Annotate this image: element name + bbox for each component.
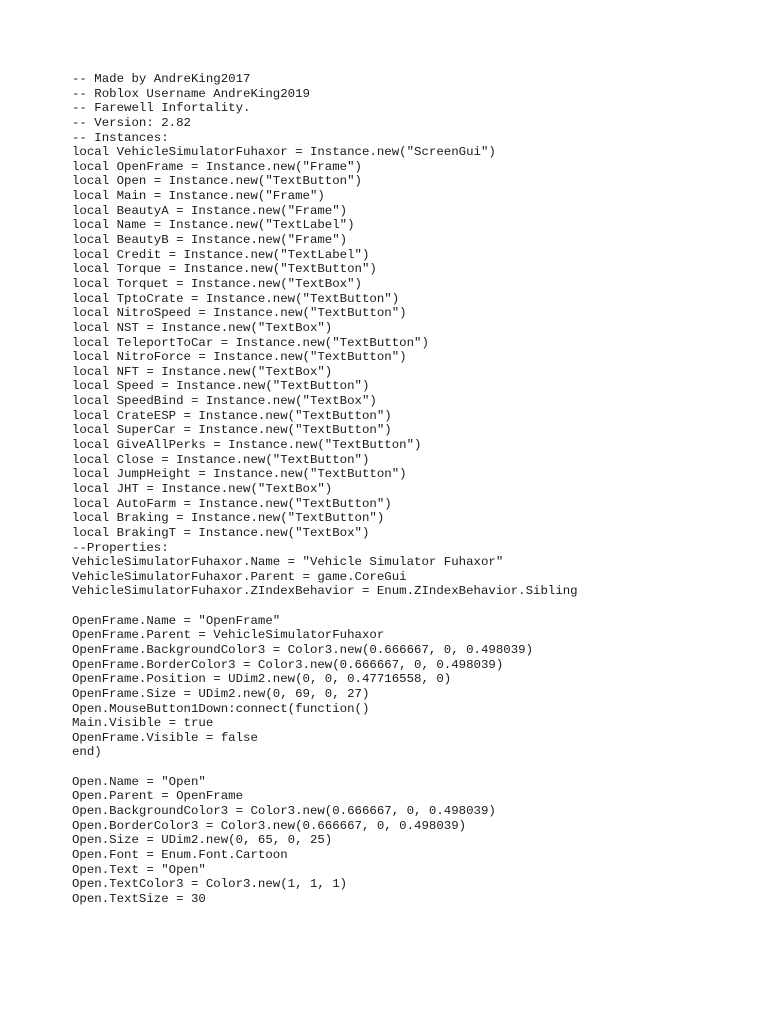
code-line: Open.Name = "Open" — [72, 774, 206, 789]
code-line: -- Instances: — [72, 130, 169, 145]
code-line: end) — [72, 745, 102, 760]
code-line: local JHT = Instance.new("TextBox") — [72, 481, 333, 496]
code-line — [72, 599, 752, 614]
code-line: Open.MouseButton1Down:connect(function() — [72, 701, 370, 716]
code-line: local Main = Instance.new("Frame") — [72, 189, 325, 204]
code-line: -- Roblox Username AndreKing2019 — [72, 86, 310, 101]
code-line: Main.Visible = true — [72, 716, 214, 731]
code-line — [72, 760, 752, 775]
code-line: OpenFrame.BorderColor3 = Color3.new(0.666667, 0, 0.498039) — [72, 657, 504, 672]
code-line: local OpenFrame = Instance.new("Frame") — [72, 159, 362, 174]
code-line: local NFT = Instance.new("TextBox") — [72, 364, 333, 379]
code-line: Open.TextColor3 = Color3.new(1, 1, 1) — [72, 877, 348, 892]
code-line: Open.Font = Enum.Font.Cartoon — [72, 847, 288, 862]
code-line: VehicleSimulatorFuhaxor.Name = "Vehicle Simulator Fuhaxor" — [72, 555, 504, 570]
code-line: -- Version: 2.82 — [72, 115, 191, 130]
code-line: local Torque = Instance.new("TextButton") — [72, 262, 377, 277]
code-line: VehicleSimulatorFuhaxor.Parent = game.CoreGui — [72, 569, 407, 584]
code-line: local SpeedBind = Instance.new("TextBox") — [72, 394, 377, 409]
code-line: local Torquet = Instance.new("TextBox") — [72, 276, 362, 291]
code-line: local CrateESP = Instance.new("TextButton") — [72, 408, 392, 423]
code-line: local BrakingT = Instance.new("TextBox") — [72, 525, 370, 540]
code-line: local BeautyB = Instance.new("Frame") — [72, 233, 348, 248]
code-line: local Credit = Instance.new("TextLabel") — [72, 247, 370, 262]
code-line: --Properties: — [72, 540, 169, 555]
code-line: local BeautyA = Instance.new("Frame") — [72, 203, 348, 218]
code-line: OpenFrame.Position = UDim2.new(0, 0, 0.47716558, 0) — [72, 672, 452, 687]
code-line: local Speed = Instance.new("TextButton") — [72, 379, 370, 394]
code-line: OpenFrame.Size = UDim2.new(0, 69, 0, 27) — [72, 686, 370, 701]
code-listing — [72, 72, 752, 921]
code-line: Open.TextSize = 30 — [72, 891, 206, 906]
code-line: -- Farewell Infortality. — [72, 101, 251, 116]
code-line: Open.Size = UDim2.new(0, 65, 0, 25) — [72, 833, 333, 848]
code-line: local AutoFarm = Instance.new("TextButton") — [72, 496, 392, 511]
code-line: local VehicleSimulatorFuhaxor = Instance.new("ScreenGui") — [72, 145, 496, 160]
code-line: local NST = Instance.new("TextBox") — [72, 320, 333, 335]
code-line — [72, 907, 752, 922]
code-line: Open.Text = "Open" — [72, 862, 206, 877]
code-line: local TeleportToCar = Instance.new("TextButton") — [72, 335, 429, 350]
code-line: local JumpHeight = Instance.new("TextButton") — [72, 467, 407, 482]
code-line: local GiveAllPerks = Instance.new("TextButton") — [72, 438, 422, 453]
code-line: local Braking = Instance.new("TextButton") — [72, 511, 385, 526]
code-line: VehicleSimulatorFuhaxor.ZIndexBehavior = Enum.ZIndexBehavior.Sibling — [72, 584, 578, 599]
code-line: local TptoCrate = Instance.new("TextButton") — [72, 291, 400, 306]
code-line: local NitroSpeed = Instance.new("TextButton") — [72, 306, 407, 321]
code-line: -- Made by AndreKing2017 — [72, 72, 251, 86]
code-line: Open.BackgroundColor3 = Color3.new(0.666667, 0, 0.498039) — [72, 804, 496, 819]
code-line: Open.BorderColor3 = Color3.new(0.666667, 0, 0.498039) — [72, 818, 467, 833]
code-line: local Close = Instance.new("TextButton") — [72, 452, 370, 467]
code-line: local SuperCar = Instance.new("TextButton") — [72, 423, 392, 438]
code-line: OpenFrame.BackgroundColor3 = Color3.new(0.666667, 0, 0.498039) — [72, 642, 534, 657]
code-line: Open.Parent = OpenFrame — [72, 789, 244, 804]
code-line: OpenFrame.Parent = VehicleSimulatorFuhaxor — [72, 628, 385, 643]
code-line: local Open = Instance.new("TextButton") — [72, 174, 362, 189]
code-line: OpenFrame.Visible = false — [72, 730, 258, 745]
code-line: OpenFrame.Name = "OpenFrame" — [72, 613, 281, 628]
code-line: local Name = Instance.new("TextLabel") — [72, 218, 355, 233]
code-line: local NitroForce = Instance.new("TextButton") — [72, 350, 407, 365]
